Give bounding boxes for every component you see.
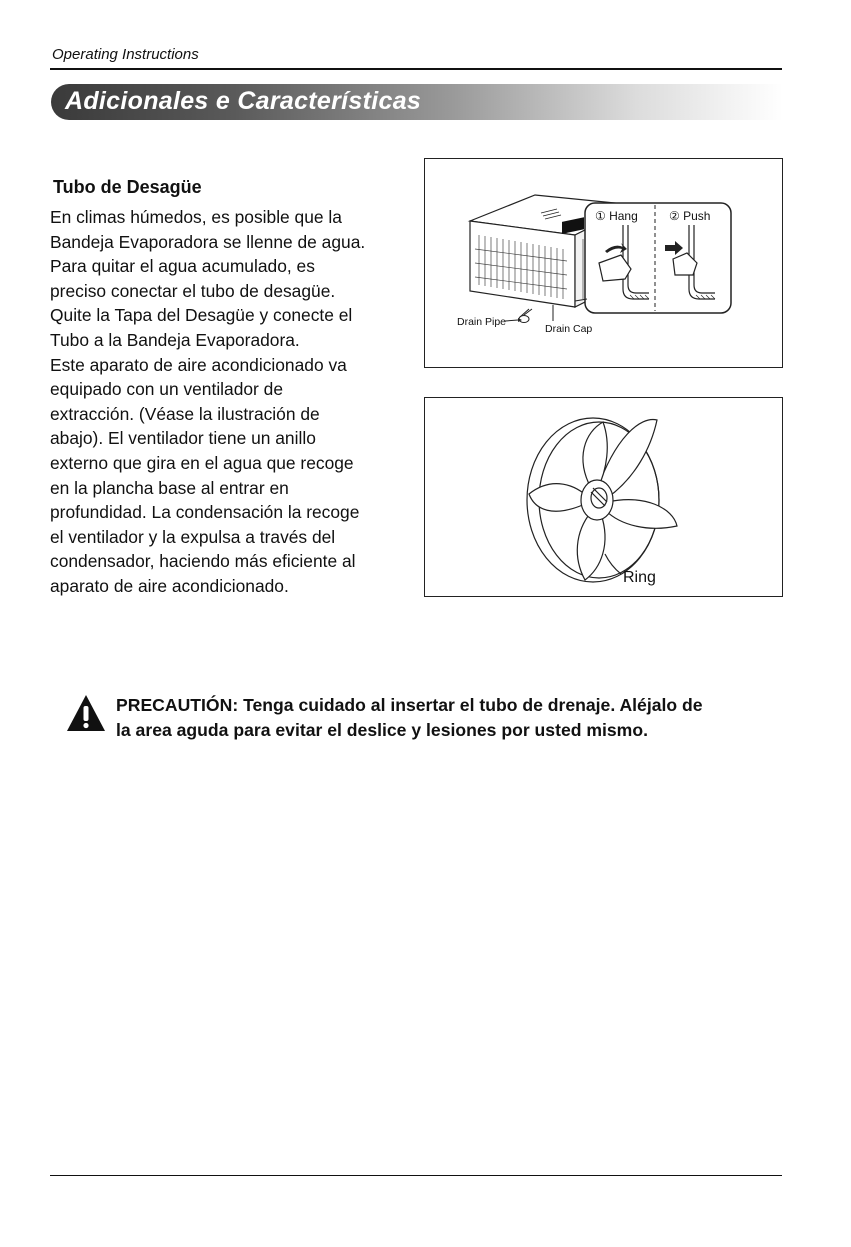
body-line: en la plancha base al entrar en: [50, 477, 289, 498]
body-line: Para quitar el agua acumulado, es: [50, 256, 315, 277]
caution-line: la area aguda para evitar el deslice y lesiones por usted mismo.: [116, 720, 648, 740]
body-line: Bandeja Evaporadora se llenne de agua.: [50, 231, 366, 252]
body-paragraph: [50, 205, 415, 599]
hang-label: ① Hang: [595, 209, 638, 223]
section-banner: [51, 84, 783, 120]
body-line: el ventilador y la expulsa a través del: [50, 526, 336, 547]
footer-rule: [50, 1175, 782, 1176]
body-line: equipado con un ventilador de: [50, 379, 284, 400]
body-line: Quite la Tapa del Desagüe y conecte el: [50, 305, 353, 326]
header-rule: [50, 68, 782, 70]
fan-illustration: [425, 398, 782, 596]
running-header: Operating Instructions: [52, 46, 199, 63]
caution-line: PRECAUTIÓN: Tenga cuidado al insertar el tubo de drenaje. Aléjalo de: [116, 695, 703, 715]
warning-triangle-icon: [66, 693, 106, 738]
body-line: Tubo a la Bandeja Evaporadora.: [50, 329, 300, 350]
body-line: externo que gira en el agua que recoge: [50, 452, 354, 473]
body-line: condensador, haciendo más eficiente al: [50, 551, 356, 572]
body-line: preciso conectar el tubo de desagüe.: [50, 280, 336, 301]
body-line: En climas húmedos, es posible que la: [50, 207, 342, 227]
air-conditioner-illustration: [425, 159, 782, 367]
caution-text: [116, 693, 816, 743]
body-line: abajo). El ventilador tiene un anillo: [50, 428, 316, 449]
fan-ring-figure: [424, 397, 783, 597]
body-line: profundidad. La condensación la recoge: [50, 502, 360, 523]
ring-label: Ring: [623, 569, 656, 586]
banner-title: Adicionales e Características: [65, 87, 422, 115]
drain-pipe-label: Drain Pipe: [457, 316, 507, 328]
body-line: aparato de aire acondicionado.: [50, 575, 289, 596]
drain-pipe-figure: [424, 158, 783, 368]
push-label: ② Push: [669, 209, 711, 223]
drain-cap-label: Drain Cap: [545, 323, 593, 335]
body-line: extracción. (Véase la ilustración de: [50, 403, 320, 424]
section-title: Tubo de Desagüe: [53, 177, 202, 197]
body-line: Este aparato de aire acondicionado va: [50, 354, 347, 375]
